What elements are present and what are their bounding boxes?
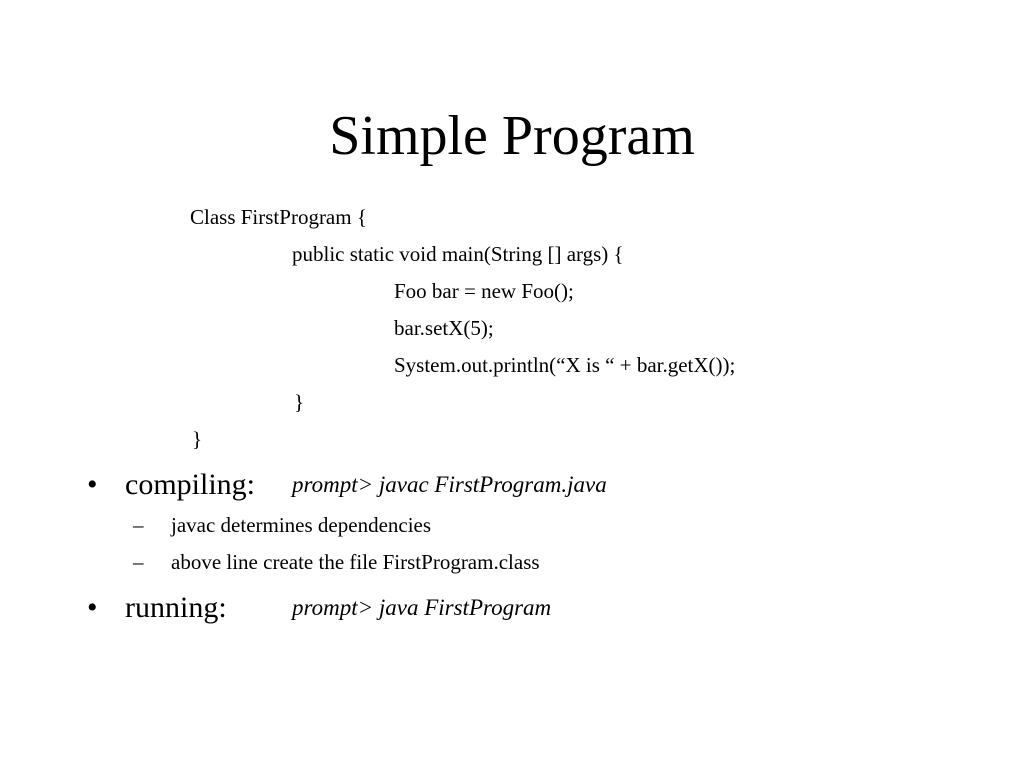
sub-item-marker: – bbox=[133, 513, 144, 537]
code-line-main-decl: public static void main(String [] args) { bbox=[292, 242, 624, 266]
code-line-close-class: } bbox=[192, 427, 203, 451]
bullet-marker: • bbox=[87, 591, 98, 624]
code-line-println: System.out.println(“X is “ + bar.getX()); bbox=[394, 353, 736, 377]
bullet-label: compiling: bbox=[125, 468, 255, 501]
code-line-class-decl: Class FirstProgram { bbox=[190, 205, 367, 229]
bullet-marker: • bbox=[87, 468, 98, 501]
code-line-new-foo: Foo bar = new Foo(); bbox=[394, 279, 574, 303]
code-line-close-main: } bbox=[294, 390, 305, 414]
bullet-command: prompt> java FirstProgram bbox=[292, 595, 552, 620]
sub-item-marker: – bbox=[133, 550, 144, 574]
bullet-command: prompt> javac FirstProgram.java bbox=[292, 472, 607, 497]
sub-item-dependencies: javac determines dependencies bbox=[171, 513, 432, 537]
slide-title: Simple Program bbox=[329, 105, 695, 167]
sub-item-class-file: above line create the file FirstProgram.class bbox=[171, 550, 540, 574]
code-line-setx: bar.setX(5); bbox=[394, 316, 494, 340]
bullet-label: running: bbox=[125, 591, 227, 624]
